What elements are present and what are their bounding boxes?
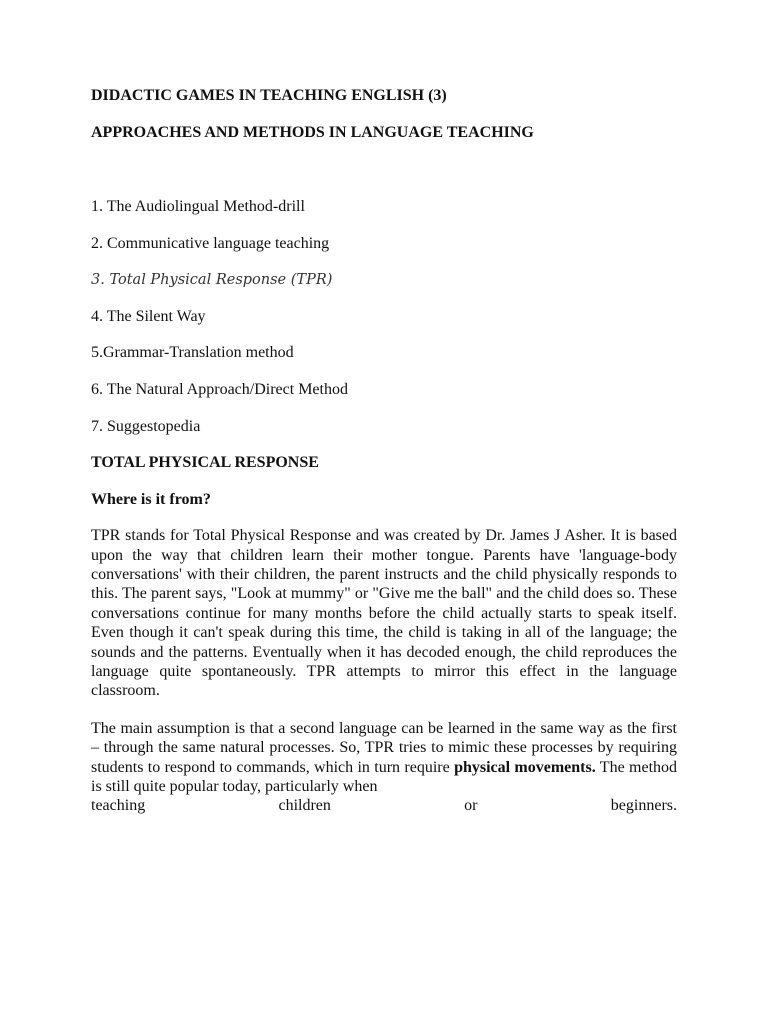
method-item-audiolingual: 1. The Audiolingual Method-drill: [91, 198, 305, 215]
paragraph-assumption-text-b: The method is still quite popular today, particularly when: [91, 758, 678, 796]
section-heading-tpr: TOTAL PHYSICAL RESPONSE: [91, 454, 319, 472]
method-item-communicative: 2. Communicative language teaching: [91, 234, 330, 252]
method-item-grammar-translation: 5.Grammar-Translation method: [91, 344, 294, 362]
method-item-tpr: 3. Total Physical Response (TPR): [91, 272, 333, 289]
method-item-silent-way: 4. The Silent Way: [91, 307, 206, 325]
paragraph-assumption-last-line: teaching children or beginners.: [91, 797, 677, 815]
document-title: DIDACTIC GAMES IN TEACHING ENGLISH (3): [91, 87, 447, 104]
method-item-suggestopedia: 7. Suggestopedia: [91, 417, 201, 435]
paragraph-assumption-bold: physical movements.: [454, 758, 596, 776]
paragraph-assumption-text-a: The main assumption is that a second language can be learned in the same way as the first – through the same natural processes. So, TPR tries to mimic these processes by requiring students to respond to commands, which in turn require: [91, 719, 677, 776]
question-heading: Where is it from?: [91, 491, 211, 509]
document-body: [91, 86, 677, 816]
paragraph-origin: TPR stands for Total Physical Response and was created by Dr. James J Asher. It is based upon the way that children learn their mother tongue. Parents have 'language-body conversations' with their children, the parent instructs and the child physically responds to this. The parent says, "Look at mummy" or "Give me the ball" and the child does so. These conversations continue for many months before the child actually starts to speak itself. Even though it can't speak during this time, the child is taking in all of the language; the sounds and the patterns. Eventually when it has decoded enough, the child reproduces the language quite spontaneously. TPR attempts to mirror this effect in the language classroom.: [91, 527, 677, 700]
document-subtitle: APPROACHES AND METHODS IN LANGUAGE TEACHING: [91, 124, 534, 141]
paragraph-assumption: [91, 719, 677, 816]
method-item-natural-approach: 6. The Natural Approach/Direct Method: [91, 380, 348, 398]
methods-list: [91, 197, 677, 437]
